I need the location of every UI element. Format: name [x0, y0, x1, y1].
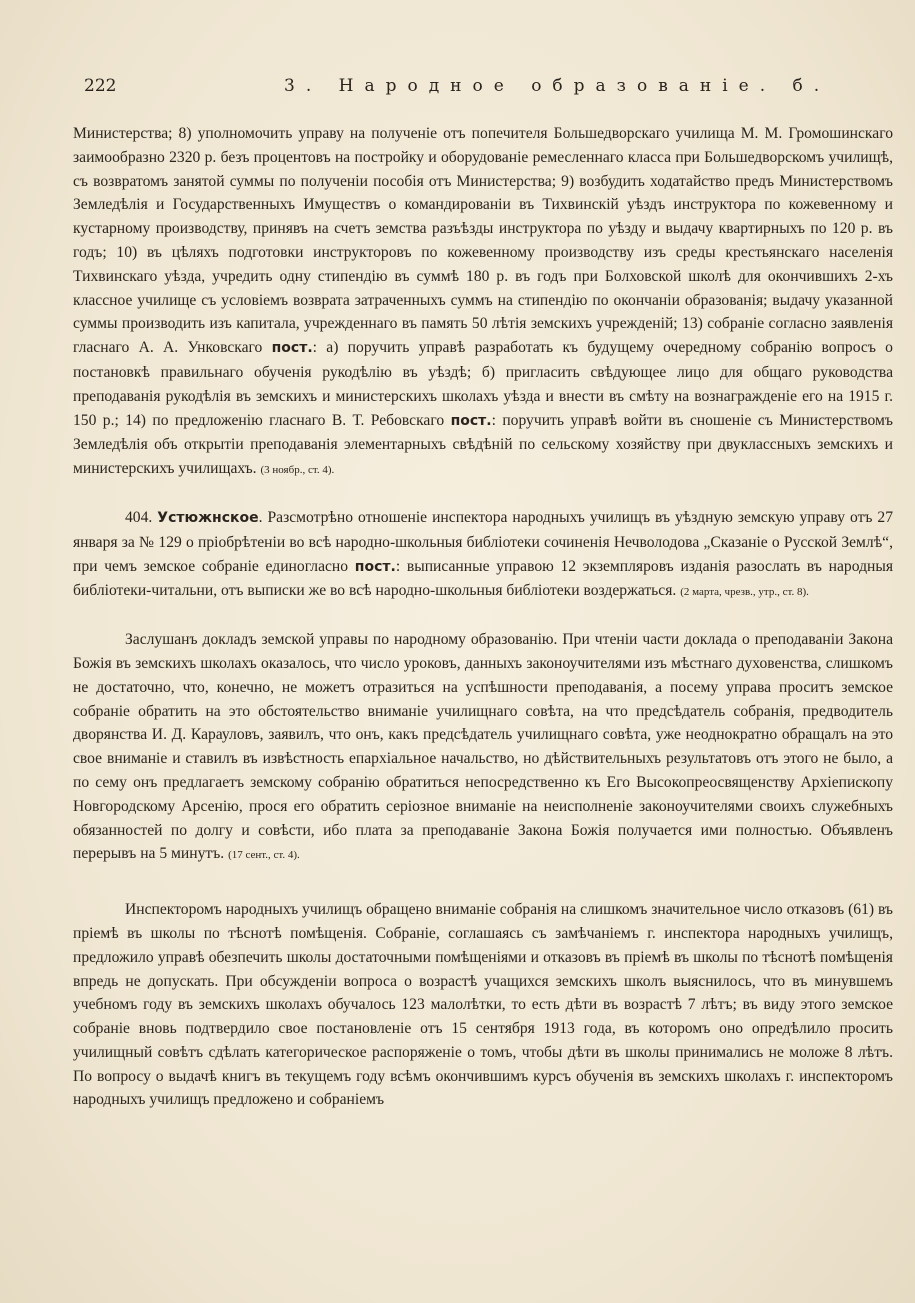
- running-head: [84, 76, 894, 100]
- text-run: : выписанные управою 12 экземпляровъ изданiя разослать въ народныя библiотеки-читальни, отъ выписки же во всѣ народно-школьныя библiотеки воздержаться.: [73, 557, 893, 600]
- text-run: Инспекторомъ народныхъ училищъ обращено вниманiе собранiя на слишкомъ значительное число отказовъ (61) въ прiемѣ въ школы по тѣснотѣ помѣщенiя. Собранiе, соглашаясь съ замѣчанiемъ г. инспектора народныхъ училищъ, предложило управѣ обезпечить школы достаточными помѣщенiями и отказовъ въ прiемѣ въ школы по тѣснотѣ помѣщенiя впредь не допускать. При обсужденiи вопроса о возрастѣ учащихся земскихъ школъ выяснилось, что въ минувшемъ учебномъ году въ земскихъ школахъ обучалось 123 малолѣтки, то есть дѣти въ возрастѣ 7 лѣтъ; въ виду этого земское собранiе вновь подтвердило свое постановленiе отъ 15 сентября 1913 года, въ которомъ оно опредѣлило просить училищный совѣтъ сдѣлать категорическое распоряженiе о томъ, чтобы дѣти въ школы принимались не моложе 8 лѣтъ. По вопросу о выдачѣ книгъ въ текущемъ году всѣмъ окончившимъ курсъ обученiя въ земскихъ школахъ г. инспекторомъ народныхъ училищъ предложено и собранiемъ: [73, 901, 893, 1109]
- paragraph: [73, 506, 893, 605]
- paragraph: [73, 898, 893, 1112]
- body-text: [73, 122, 893, 1112]
- bold-term: Устюжнское: [157, 509, 259, 526]
- source-reference: (3 ноябр., ст. 4).: [260, 464, 335, 477]
- text-run: . Разсмотрѣно отношенiе инспектора народныхъ училищъ въ уѣздную земскую управу отъ 27 января за № 129 о прiобрѣтенiи во всѣ народно-школьныя библiотеки сочиненiя Нечволодова „Сказанiе о Русской Землѣ“, при чемъ земское собранiе единогласно: [73, 508, 894, 575]
- bold-term: пост.: [450, 412, 492, 429]
- text-run: Заслушанъ докладъ земской управы по народному образованiю. При чтенiи части доклада о преподаванiи Закона Божiя въ земскихъ школахъ оказалось, что число уроковъ, данныхъ законоучителями изъ мѣстнаго духовенства, слишкомъ не достаточно, что, конечно, не можетъ отразиться на успѣшности преподаванiя, а посему управа проситъ земское собранiе обратить на это обстоятельство вниманiе училищнаго совѣта, на что предсѣдатель собранiя, предводитель дворянства И. Д. Карауловъ, заявилъ, что онъ, какъ предсѣдатель училищнаго совѣта, уже неоднократно обращалъ на это свое вниманiе и ставилъ въ извѣстность епархiальное начальство, но дѣйствительныхъ результатовъ отъ этого не было, а по сему онъ предлагаетъ земскому собранiю обратиться непосредственно къ Его Высокопреосвященству Архiепископу Новгородскому Арсенiю, прося его обратить серiозное вниманiе на неисполненiе законоучителями своихъ служебныхъ обязанностей по долгу и совѣсти, ибо плата за преподаванiе Закона Божiя получается ими полностью. Объявленъ перерывъ на 5 минутъ.: [73, 631, 893, 863]
- page-number: 222: [84, 76, 117, 96]
- text-run: : поручить управѣ войти въ сношенiе съ Министерствомъ Земледѣлiя объ открытiи преподаванiя элементарныхъ свѣдѣнiй по сельскому хозяйству при двуклассныхъ земскихъ и министерскихъ училищахъ.: [73, 411, 893, 478]
- source-reference: (2 марта, чрезв., утр., ст. 8).: [680, 586, 809, 599]
- bold-term: пост.: [271, 340, 313, 357]
- source-reference: (17 сент., ст. 4).: [228, 849, 300, 862]
- running-head-title: 3. Народное образованiе. б.: [284, 76, 831, 96]
- text-run: 404.: [125, 508, 158, 526]
- paragraph: [73, 122, 893, 483]
- paragraph: [73, 628, 893, 868]
- text-run: : а) поручить управѣ разработать къ будущему очередному собранiю вопросъ о постановкѣ правильнаго обученiя рукодѣлiю въ уѣздѣ; б) пригласить свѣдующее лицо для общаго руководства преподаванiя рукодѣлiя въ земскихъ и министерскихъ школахъ уѣзда и внести въ смѣту на вознагражденiе его на 1915 г. 150 р.; 14) по предложенiю гласнаго В. Т. Ребовскаго: [73, 339, 893, 429]
- text-run: Министерства; 8) уполномочить управу на полученiе отъ попечителя Большедворскаго училища М. М. Громошинскаго заимообразно 2320 р. безъ процентовъ на постройку и оборудованiе ремесленнаго класса при Большедворскомъ училищѣ, съ возвратомъ занятой суммы по полученiи пособiя отъ Министерства; 9) возбудить ходатайство предъ Министерствомъ Земледѣлiя и Государственныхъ Имуществъ о командированiи въ Тихвинскiй уѣздъ инструктора по кожевенному и кустарному производству, принявъ на счетъ земства разъѣзды инструктора по уѣзду и выдачу квартирныхъ по 120 р. въ годъ; 10) въ цѣляхъ подготовки инструкторовъ по кожевенному производству изъ среды крестьянскаго населенiя Тихвинскаго уѣзда, учредить одну стипендiю въ суммѣ 180 р. въ годъ при Болховской школѣ для окончившихъ 2-хъ классное училище съ условiемъ возврата затраченныхъ суммъ на стипендiю по окончанiи образованiя; выдачу указанной суммы производить изъ капитала, учрежденнаго въ память 50 лѣтiя земскихъ учрежденiй; 13) собранiе согласно заявленiя гласнаго А. А. Унковскаго: [73, 125, 893, 357]
- bold-term: пост.: [354, 558, 396, 575]
